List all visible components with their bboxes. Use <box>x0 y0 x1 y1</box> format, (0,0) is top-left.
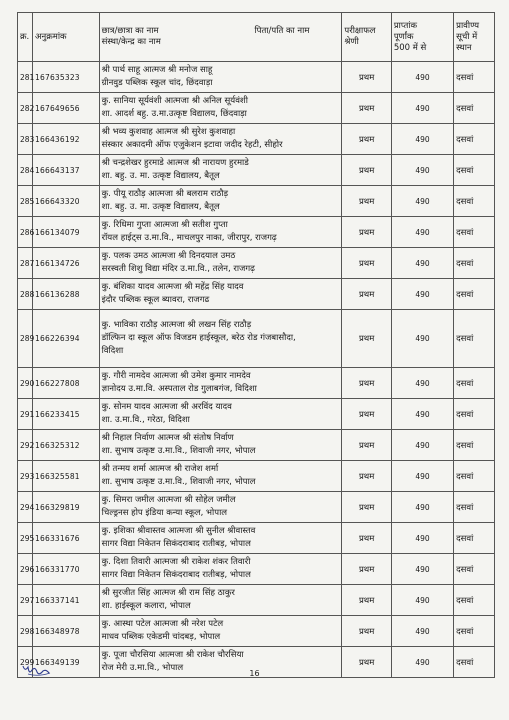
student-and-parent-name: कु. सिमरा जमील आत्मजा श्री सोहेल जमील <box>101 495 236 505</box>
division: प्रथम <box>342 616 391 647</box>
student-and-parent-name: कु. बंशिका यादव आत्मजा श्री महेंद्र सिंह यादव <box>101 282 244 292</box>
serial-number: 295 <box>18 523 33 554</box>
roll-number: 166325312 <box>33 430 100 461</box>
roll-number: 166436192 <box>33 124 100 155</box>
table-row <box>18 310 495 368</box>
student-details <box>99 310 342 368</box>
marks: 490 <box>391 399 453 430</box>
table-row <box>18 616 495 647</box>
institution-name: शा. सुभाष उत्कृष्ट उ.मा.वि., शिवाजी नगर, भोपाल <box>101 477 256 487</box>
student-and-parent-name: कु. सानिया सूर्यवंशी आत्मजा श्री अनिल सूर्यवंशी <box>101 96 248 106</box>
student-details <box>99 186 342 217</box>
marks: 490 <box>391 492 453 523</box>
student-and-parent-name: कु. पलक उमठ आत्मजा श्री दिनदयाल उमठ <box>101 251 236 261</box>
roll-number: 167649656 <box>33 93 100 124</box>
table-row <box>18 523 495 554</box>
serial-number: 286 <box>18 217 33 248</box>
serial-number: 282 <box>18 93 33 124</box>
student-details <box>99 430 342 461</box>
student-and-parent-name: कु. गौरी नामदेव आत्मजा श्री उमेश कुमार नामदेव <box>101 371 251 381</box>
roll-number: 167635323 <box>33 62 100 93</box>
serial-number: 299 <box>18 647 33 678</box>
student-details <box>99 554 342 585</box>
institution-name: इंदौर पब्लिक स्कूल ब्यावरा, राजगढ <box>101 295 210 305</box>
table-header-row <box>18 13 495 62</box>
division: प्रथम <box>342 585 391 616</box>
table-row <box>18 248 495 279</box>
student-details <box>99 523 342 554</box>
student-details <box>99 368 342 399</box>
merit-rank: दसवां <box>454 62 495 93</box>
serial-number: 283 <box>18 124 33 155</box>
division: प्रथम <box>342 62 391 93</box>
student-details <box>99 399 342 430</box>
merit-rank: दसवां <box>454 217 495 248</box>
serial-number: 293 <box>18 461 33 492</box>
roll-number: 166643137 <box>33 155 100 186</box>
header-rank: प्रावीण्य सूची में स्थान <box>454 13 495 62</box>
student-and-parent-name: कु. दिशा तिवारी आत्मजा श्री राकेश शंकर तिवारी <box>101 557 251 567</box>
serial-number: 297 <box>18 585 33 616</box>
table-row <box>18 217 495 248</box>
institution-name: सरस्वती शिशु विद्या मंदिर उ.मा.वि., तलेन, राजगढ़ <box>101 264 255 274</box>
marks: 490 <box>391 585 453 616</box>
merit-rank: दसवां <box>454 155 495 186</box>
institution-name: शा. बहु. उ. मा. उत्कृष्ट विद्यालय, बैतूल <box>101 202 220 212</box>
header-father-name: पिता/पति का नाम <box>254 26 310 36</box>
institution-name: चिल्ड्रनस होप इंडिया कन्या स्कूल, भोपाल <box>101 508 228 518</box>
roll-number: 166134079 <box>33 217 100 248</box>
serial-number: 291 <box>18 399 33 430</box>
merit-rank: दसवां <box>454 368 495 399</box>
division: प्रथम <box>342 279 391 310</box>
merit-rank: दसवां <box>454 616 495 647</box>
marks: 490 <box>391 93 453 124</box>
marks: 490 <box>391 186 453 217</box>
student-and-parent-name: कु. पीयू राठौड़ आत्मजा श्री बलराम राठौड़ <box>101 189 229 199</box>
header-name <box>99 13 342 62</box>
marks: 490 <box>391 155 453 186</box>
institution-name: माधव पब्लिक एकेडमी चांदबड़, भोपाल <box>101 632 221 642</box>
institution-name: रोज मेरी उ.मा.वि., भोपाल <box>101 663 184 673</box>
table-row <box>18 155 495 186</box>
student-details <box>99 279 342 310</box>
division: प्रथम <box>342 217 391 248</box>
student-details <box>99 461 342 492</box>
table-row <box>18 399 495 430</box>
student-details <box>99 62 342 93</box>
page-number: 16 <box>249 669 260 678</box>
institution-name: ग्रीनवुड पब्लिक स्कूल चांद, छिंदवाड़ा <box>101 78 213 88</box>
table-row <box>18 492 495 523</box>
merit-rank: दसवां <box>454 186 495 217</box>
student-and-parent-name: कु. इशिका श्रीवास्तव आत्मजा श्री सुनील श्रीवास्तव <box>101 526 256 536</box>
institution-name: सागर विद्या निकेतन सिकंदराबाद रातीबड़, भोपाल <box>101 539 251 549</box>
serial-number: 285 <box>18 186 33 217</box>
table-row <box>18 186 495 217</box>
merit-rank: दसवां <box>454 492 495 523</box>
student-and-parent-name: श्री तन्मय शर्मा आत्मज श्री राजेश शर्मा <box>101 464 219 474</box>
marks: 490 <box>391 62 453 93</box>
marks: 490 <box>391 554 453 585</box>
merit-rank: दसवां <box>454 430 495 461</box>
institution-name: रॉयल हाईट्स उ.मा.वि., माचलपुर नाका, जीरापुर, राजगढ़ <box>101 233 277 243</box>
table-row <box>18 554 495 585</box>
institution-name: सागर विद्या निकेतन सिकंदराबाद रातीबड़, भोपाल <box>101 570 251 580</box>
student-and-parent-name: कु. आस्था पटेल आत्मजा श्री नरेश पटेल <box>101 619 224 629</box>
division: प्रथम <box>342 523 391 554</box>
header-marks: प्राप्तांक पूर्णांक 500 में से <box>391 13 453 62</box>
institution-name: ज्ञानोदय उ.मा.वि. अस्पताल रोड गुलाबगंज, विदिशा <box>101 384 257 394</box>
student-details <box>99 585 342 616</box>
merit-rank: दसवां <box>454 585 495 616</box>
roll-number: 166227808 <box>33 368 100 399</box>
table-row <box>18 368 495 399</box>
division: प्रथम <box>342 647 391 678</box>
serial-number: 289 <box>18 310 33 368</box>
roll-number: 166331676 <box>33 523 100 554</box>
division: प्रथम <box>342 310 391 368</box>
merit-rank: दसवां <box>454 93 495 124</box>
serial-number: 296 <box>18 554 33 585</box>
merit-rank: दसवां <box>454 523 495 554</box>
division: प्रथम <box>342 368 391 399</box>
student-details <box>99 93 342 124</box>
marks: 490 <box>391 461 453 492</box>
student-and-parent-name: श्री भव्य कुशवाह आत्मज श्री सुरेश कुशवाहा <box>101 127 236 137</box>
table-row <box>18 93 495 124</box>
institution-name: डॉल्फिन दा स्कूल ऑफ विजडम हाईस्कूल, बरेठ रोड गंजबासौदा, <box>101 333 296 343</box>
merit-rank: दसवां <box>454 310 495 368</box>
student-and-parent-name: श्री निहाल निर्वाण आत्मज श्री संतोष निर्वाण <box>101 433 234 443</box>
division: प्रथम <box>342 554 391 585</box>
marks: 490 <box>391 647 453 678</box>
table-row <box>18 585 495 616</box>
roll-number: 166226394 <box>33 310 100 368</box>
division: प्रथम <box>342 124 391 155</box>
header-roll: अनुक्रमांक <box>33 13 100 62</box>
division: प्रथम <box>342 248 391 279</box>
header-division: परीक्षाफल श्रेणी <box>342 13 391 62</box>
merit-rank: दसवां <box>454 461 495 492</box>
marks: 490 <box>391 368 453 399</box>
student-details <box>99 616 342 647</box>
marks: 490 <box>391 217 453 248</box>
table-row <box>18 124 495 155</box>
student-details <box>99 248 342 279</box>
serial-number: 288 <box>18 279 33 310</box>
table-row <box>18 461 495 492</box>
student-and-parent-name: श्री सुरजीत सिंह आत्मज श्री राम सिंह ठाकुर <box>101 588 235 598</box>
serial-number: 287 <box>18 248 33 279</box>
student-and-parent-name: श्री पार्थ साहू आत्मज श्री मनोज साहू <box>101 65 213 75</box>
institution-name: शा. हाईस्कूल कलारा, भोपाल <box>101 601 191 611</box>
marks: 490 <box>391 279 453 310</box>
roll-number: 166643320 <box>33 186 100 217</box>
table-row <box>18 430 495 461</box>
student-and-parent-name: श्री चन्द्रशेखर हुरमाडे आत्मज श्री नारायण हुरमाडे <box>101 158 249 168</box>
institution-name: संस्कार अकादमी ऑफ एजुकेशन इटावा जदीद रेहटी, सीहोर <box>101 140 283 150</box>
table-row <box>18 279 495 310</box>
serial-number: 292 <box>18 430 33 461</box>
student-details <box>99 155 342 186</box>
marks: 490 <box>391 310 453 368</box>
roll-number: 166329819 <box>33 492 100 523</box>
roll-number: 166349139 <box>33 647 100 678</box>
division: प्रथम <box>342 155 391 186</box>
marks: 490 <box>391 124 453 155</box>
serial-number: 290 <box>18 368 33 399</box>
roll-number: 166134726 <box>33 248 100 279</box>
marks: 490 <box>391 248 453 279</box>
merit-rank: दसवां <box>454 124 495 155</box>
table-row <box>18 62 495 93</box>
division: प्रथम <box>342 430 391 461</box>
roll-number: 166348978 <box>33 616 100 647</box>
marks: 490 <box>391 523 453 554</box>
student-details <box>99 124 342 155</box>
roll-number: 166337141 <box>33 585 100 616</box>
student-and-parent-name: कु. पूजा चौरसिया आत्मजा श्री राकेश चौरसिया <box>101 650 244 660</box>
serial-number: 298 <box>18 616 33 647</box>
header-sn: क्र. <box>18 13 33 62</box>
institution-name: विदिशा <box>101 346 124 356</box>
merit-rank: दसवां <box>454 279 495 310</box>
institution-name: शा. उ.मा.वि., गरेठा, विदिशा <box>101 415 190 425</box>
institution-name: शा. आदर्श बहु. उ.मा.उत्कृष्ट विद्यालय, छिंदवाड़ा <box>101 109 247 119</box>
student-details <box>99 492 342 523</box>
marks: 490 <box>391 430 453 461</box>
serial-number: 294 <box>18 492 33 523</box>
serial-number: 284 <box>18 155 33 186</box>
roll-number: 166331770 <box>33 554 100 585</box>
student-and-parent-name: कु. सोनम यादव आत्मजा श्री अरविंद यादव <box>101 402 232 412</box>
division: प्रथम <box>342 461 391 492</box>
division: प्रथम <box>342 186 391 217</box>
header-institution: संस्था/केन्द्र का नाम <box>101 37 161 47</box>
student-and-parent-name: कु. रिधिमा गुप्ता आत्मजा श्री सतीश गुप्ता <box>101 220 228 230</box>
institution-name: शा. बहु. उ. मा. उत्कृष्ट विद्यालय, बैतूल <box>101 171 220 181</box>
division: प्रथम <box>342 492 391 523</box>
roll-number: 166136288 <box>33 279 100 310</box>
student-and-parent-name: कु. भाविका राठौड़ आत्मजा श्री लखन सिंह राठौड़ <box>101 320 252 330</box>
merit-rank: दसवां <box>454 248 495 279</box>
roll-number: 166233415 <box>33 399 100 430</box>
merit-list-table <box>17 12 495 678</box>
division: प्रथम <box>342 93 391 124</box>
merit-rank: दसवां <box>454 647 495 678</box>
marks: 490 <box>391 616 453 647</box>
merit-rank: दसवां <box>454 399 495 430</box>
serial-number: 281 <box>18 62 33 93</box>
merit-rank: दसवां <box>454 554 495 585</box>
header-student-name: छात्र/छात्रा का नाम <box>101 26 159 36</box>
division: प्रथम <box>342 399 391 430</box>
roll-number: 166325581 <box>33 461 100 492</box>
student-details <box>99 217 342 248</box>
institution-name: शा. सुभाष उत्कृष्ट उ.मा.वि., शिवाजी नगर, भोपाल <box>101 446 256 456</box>
